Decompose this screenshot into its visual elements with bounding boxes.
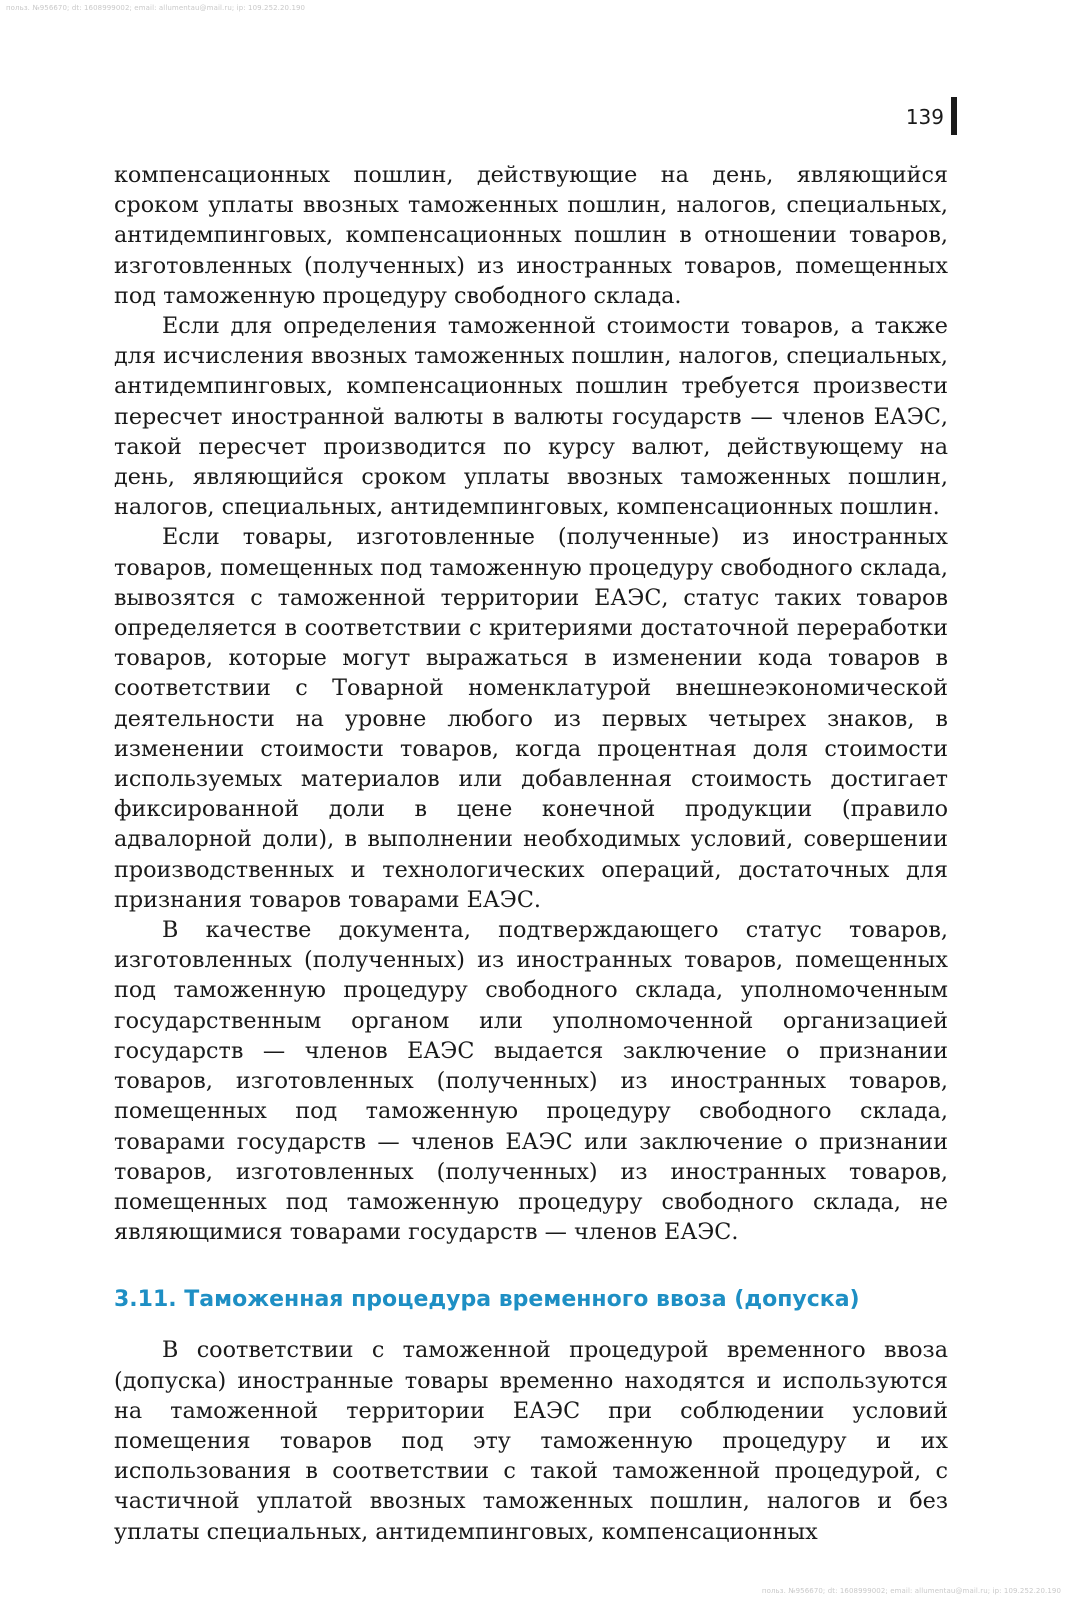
page-body: [114, 160, 948, 1547]
section-paragraph: В соответствии с таможенной процедурой временного ввоза (допуска) иностранные товары временно находятся и используются на таможенной территории ЕАЭС при соблюдении условий помещения товаров под эту таможенную процедуру и их использования в соответствии с такой таможенной процедурой, с частичной уплатой ввозных таможенных пошлин, налогов и без уплаты специальных, антидемпинговых, компенсационных: [114, 1337, 948, 1545]
paragraph-continued: компенсационных пошлин, действующие на день, являющийся сроком уплаты ввозных таможенных пошлин, налогов, специальных, антидемпинговых, компенсационных пошлин в отношении товаров, изготовленных (полученных) из иностранных товаров, помещенных под таможенную процедуру свободного склада.: [114, 162, 948, 309]
watermark-bottom: польз. №956670; dt: 1608999002; email: allumentau@mail.ru; ip: 109.252.20.190: [761, 1587, 1061, 1595]
paragraph: Если для определения таможенной стоимости товаров, а также для исчисления ввозных таможенных пошлин, налогов, специальных, антидемпинговых, компенсационных пошлин требуется произвести пересчет иностранной валюты в валюты государств — членов ЕАЭС, такой пересчет производится по курсу валют, действующему на день, являющийся сроком уплаты ввозных таможенных пошлин, налогов, специальных, антидемпинговых, компенсационных пошлин.: [114, 313, 948, 521]
section-heading: 3.11. Таможенная процедура временного ввоза (допуска): [114, 1287, 860, 1313]
page-number-bar: [951, 97, 957, 135]
paragraph: В качестве документа, подтверждающего статус товаров, изготовленных (полученных) из иностранных товаров, помещенных под таможенную процедуру свободного склада, уполномоченным государственным органом или уполномоченной организацией государств — членов ЕАЭС выдается заключение о признании товаров, изготовленных (полученных) из иностранных товаров, помещенных под таможенную процедуру свободного склада, товарами государств — членов ЕАЭС или заключение о признании товаров, изготовленных (полученных) из иностранных товаров, помещенных под таможенную процедуру свободного склада, не являющимися товарами государств — членов ЕАЭС.: [114, 917, 948, 1246]
page-number: 139: [905, 105, 944, 129]
paragraph: Если товары, изготовленные (полученные) из иностранных товаров, помещенных под таможенную процедуру свободного склада, вывозятся с таможенной территории ЕАЭС, статус таких товаров определяется в соответствии с критериями достаточной переработки товаров, которые могут выражаться в изменении кода товаров в соответствии с Товарной номенклатурой внешнеэкономической деятельности на уровне любого из первых четырех знаков, в изменении стоимости товаров, когда процентная доля стоимости используемых материалов или добавленная стоимость достигает фиксированной доли в цене конечной продукции (правило адвалорной доли), в выполнении необходимых условий, совершении производственных и технологических операций, достаточных для признания товаров товарами ЕАЭС.: [114, 524, 948, 913]
watermark-top: польз. №956670; dt: 1608999002; email: allumentau@mail.ru; ip: 109.252.20.190: [6, 4, 306, 12]
